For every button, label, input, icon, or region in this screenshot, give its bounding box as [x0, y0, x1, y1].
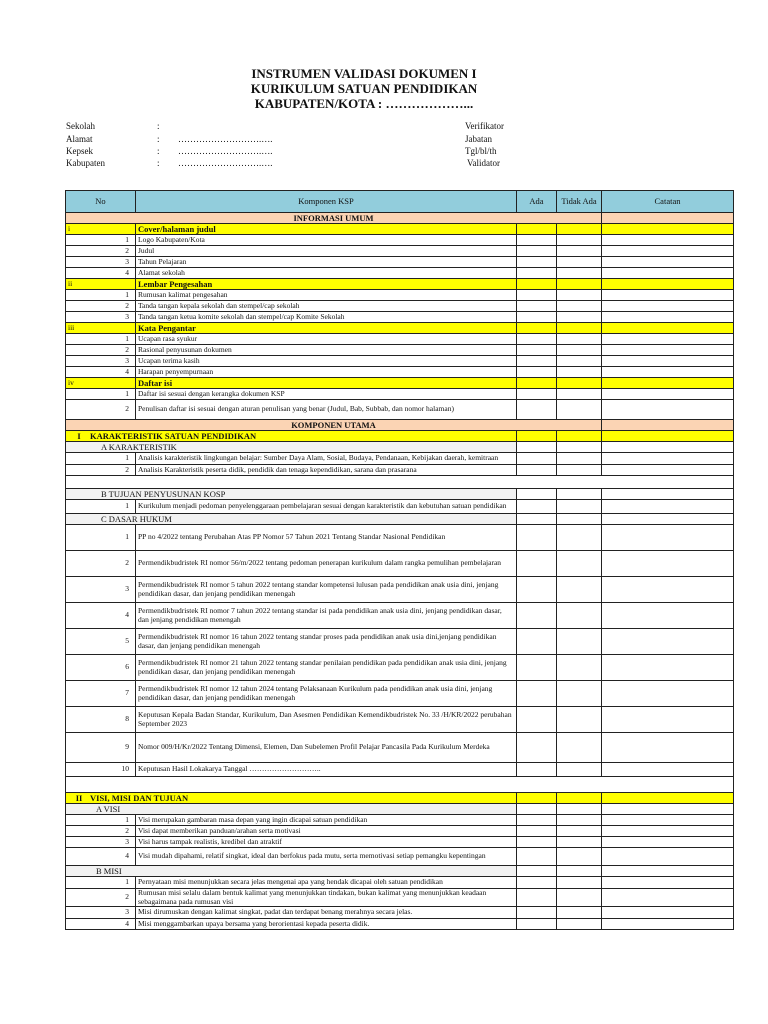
label-verifikator: Verifikator — [465, 121, 504, 131]
subsection-label: A KARAKTERISTIK — [66, 442, 517, 453]
label-kepsek: Kepsek — [66, 146, 93, 156]
catatan-cell[interactable] — [602, 848, 734, 866]
catatan-cell[interactable] — [602, 681, 734, 707]
item-text: Tahun Pelajaran — [136, 257, 517, 268]
ada-cell[interactable] — [517, 246, 557, 257]
list-item: 2 Visi dapat memberikan panduan/arahan serta motivasi — [66, 826, 734, 837]
catatan-cell[interactable] — [602, 577, 734, 603]
catatan-cell[interactable] — [602, 279, 734, 290]
tidak-ada-cell[interactable] — [557, 356, 602, 367]
item-text: Tanda tangan kepala sekolah dan stempel/cap sekolah — [136, 301, 517, 312]
catatan-cell[interactable] — [602, 378, 734, 389]
tidak-ada-cell[interactable] — [557, 268, 602, 279]
subsection-row — [66, 866, 734, 877]
catatan-cell[interactable] — [602, 312, 734, 323]
ada-cell[interactable] — [517, 224, 557, 235]
tidak-ada-cell[interactable] — [557, 224, 602, 235]
catatan-cell[interactable] — [602, 268, 734, 279]
tidak-ada-cell[interactable] — [557, 919, 602, 930]
ada-cell[interactable] — [517, 551, 557, 577]
tidak-ada-cell[interactable] — [557, 400, 602, 420]
list-item: 6 Permendikbudristek RI nomor 21 tahun 2022 tentang standar penilaian pendidikan pada pendidikan anak usia dini, jenjang pendidikan dasar, dan jenjang pendidikan menengah — [66, 655, 734, 681]
catatan-cell[interactable] — [602, 919, 734, 930]
item-text: Visi mudah dipahami, relatif singkat, ideal dan berfokus pada mutu, serta memotivasi setiap pemangku kepentingan — [136, 848, 517, 866]
ada-cell[interactable] — [517, 707, 557, 733]
tidak-ada-cell[interactable] — [557, 763, 602, 777]
tidak-ada-cell[interactable] — [557, 279, 602, 290]
catatan-cell[interactable] — [602, 257, 734, 268]
group-no: ii — [66, 279, 136, 290]
catatan-cell[interactable] — [602, 290, 734, 301]
list-item: 3 Ucapan terima kasih — [66, 356, 734, 367]
list-item: 2 Penulisan daftar isi sesuai dengan aturan penulisan yang benar (Judul, Bab, Subbab, dan nomor halaman) — [66, 400, 734, 420]
item-text: Permendikbudristek RI nomor 21 tahun 2022 tentang standar penilaian pendidikan pada pendidikan anak usia dini, jenjang pendidikan dasar, dan jenjang pendidikan menengah — [136, 655, 517, 681]
subsection-row — [66, 442, 734, 453]
item-text: Permendikbudristek RI nomor 5 tahun 2022 tentang standar kompetensi lulusan pada pendidikan anak usia dini, jenjang pendidikan dasar, dan jenjang pendidikan menengah — [136, 577, 517, 603]
catatan-cell[interactable] — [602, 389, 734, 400]
ada-cell[interactable] — [517, 268, 557, 279]
item-text: PP no 4/2022 tentang Perubahan Atas PP Nomor 57 Tahun 2021 Tentang Standar Nasional Pendidikan — [136, 525, 517, 551]
bab-row-II — [66, 793, 734, 804]
sep-kabupaten: : — [157, 158, 160, 168]
item-text: Pernyataan misi menunjukkan secara jelas mengenai apa yang hendak dicapai oleh satuan pendidikan — [136, 877, 517, 889]
ada-cell[interactable] — [517, 301, 557, 312]
ada-cell[interactable] — [517, 525, 557, 551]
ada-cell[interactable] — [517, 500, 557, 514]
list-item: 9 Nomor 009/H/Kr/2022 Tentang Dimensi, Elemen, Dan Subelemen Profil Pelajar Pancasila Pada Kurikulum Merdeka — [66, 733, 734, 763]
label-sekolah: Sekolah — [66, 121, 95, 131]
tidak-ada-cell[interactable] — [557, 577, 602, 603]
ada-cell[interactable] — [517, 577, 557, 603]
ada-cell[interactable] — [517, 257, 557, 268]
catatan-cell[interactable] — [602, 603, 734, 629]
doc-title-line-3: KABUPATEN/KOTA : ………………... — [254, 96, 474, 111]
item-text: Permendikbudristek RI nomor 56/m/2022 tentang pedoman penerapan kurikulum dalam rangka pemulihan pembelajaran — [136, 551, 517, 577]
ada-cell[interactable] — [517, 367, 557, 378]
tidak-ada-cell[interactable] — [557, 378, 602, 389]
ada-cell[interactable] — [517, 465, 557, 476]
list-item: 10 Keputusan Hasil Lokakarya Tanggal ……………………….. — [66, 763, 734, 777]
catatan-cell[interactable] — [602, 733, 734, 763]
list-item: 2 Tanda tangan kepala sekolah dan stempel/cap sekolah — [66, 301, 734, 312]
ada-cell[interactable] — [517, 603, 557, 629]
tidak-ada-cell[interactable] — [557, 246, 602, 257]
tidak-ada-cell[interactable] — [557, 681, 602, 707]
item-text: Logo Kabupaten/Kota — [136, 235, 517, 246]
item-text: Misi menggambarkan upaya bersama yang berorientasi kepada peserta didik. — [136, 919, 517, 930]
subsection-row — [66, 514, 734, 525]
catatan-cell[interactable] — [602, 323, 734, 334]
list-item: 4 Misi menggambarkan upaya bersama yang berorientasi kepada peserta didik. — [66, 919, 734, 930]
ada-cell[interactable] — [517, 655, 557, 681]
bab-label: KARAKTERISTIK SATUAN PENDIDIKAN — [90, 430, 257, 441]
catatan-cell[interactable] — [602, 551, 734, 577]
tidak-ada-cell[interactable] — [557, 525, 602, 551]
catatan-cell[interactable] — [602, 629, 734, 655]
item-text: Keputusan Kepala Badan Standar, Kurikulum, Dan Asesmen Pendidikan Kemendikbudristek No. 33 /H/KR/2022 perubahan September 2023 — [136, 707, 517, 733]
list-item: 2 Analisis Karakteristik peserta didik, pendidik dan tenaga kependidikan, sarana dan prasarana — [66, 465, 734, 476]
ada-cell[interactable] — [517, 733, 557, 763]
item-text: Ucapan terima kasih — [136, 356, 517, 367]
section-komponen-utama: KOMPONEN UTAMA — [66, 420, 602, 431]
tidak-ada-cell[interactable] — [557, 629, 602, 655]
tidak-ada-cell[interactable] — [557, 907, 602, 919]
item-text: Visi merupakan gambaran masa depan yang ingin dicapai satuan pendidikan — [136, 815, 517, 826]
group-label: Lembar Pengesahan — [136, 279, 517, 290]
item-text: Visi harus tampak realistis, kredibel dan atraktif — [136, 837, 517, 848]
ada-cell[interactable] — [517, 400, 557, 420]
tidak-ada-cell[interactable] — [557, 815, 602, 826]
ada-cell[interactable] — [517, 279, 557, 290]
list-item: 1 Daftar isi sesuai dengan kerangka dokumen KSP — [66, 389, 734, 400]
ada-cell[interactable] — [517, 453, 557, 465]
tidak-ada-cell[interactable] — [557, 301, 602, 312]
ada-cell[interactable] — [517, 431, 557, 442]
tidak-ada-cell[interactable] — [557, 826, 602, 837]
item-text: Harapan penyempurnaan — [136, 367, 517, 378]
tidak-ada-cell[interactable] — [557, 334, 602, 345]
value-kepsek[interactable]: ……………………….…. — [178, 146, 273, 156]
tidak-ada-cell[interactable] — [557, 707, 602, 733]
item-text: Permendikbudristek RI nomor 7 tahun 2022 tentang standar isi pada pendidikan anak usia dini, jenjang pendidikan dasar, dan jenjang pendidikan menengah — [136, 603, 517, 629]
group-row-ii — [66, 279, 734, 290]
catatan-cell[interactable] — [602, 246, 734, 257]
catatan-cell[interactable] — [602, 837, 734, 848]
catatan-cell[interactable] — [602, 453, 734, 465]
list-item: 3 Tanda tangan ketua komite sekolah dan stempel/cap Komite Sekolah — [66, 312, 734, 323]
section-informasi-umum: INFORMASI UMUM — [66, 213, 602, 224]
ada-cell[interactable] — [517, 837, 557, 848]
group-row-i — [66, 224, 734, 235]
tidak-ada-cell[interactable] — [557, 848, 602, 866]
list-item: 3 Misi dirumuskan dengan kalimat singkat, padat dan terdapat benang merahnya secara jelas. — [66, 907, 734, 919]
tidak-ada-cell[interactable] — [557, 793, 602, 804]
ada-cell[interactable] — [517, 378, 557, 389]
subsection-label: A VISI — [66, 804, 517, 815]
catatan-cell[interactable] — [602, 655, 734, 681]
list-item: 4 Harapan penyempurnaan — [66, 367, 734, 378]
ada-cell[interactable] — [517, 763, 557, 777]
tidak-ada-cell[interactable] — [557, 877, 602, 889]
item-text: Alamat sekolah — [136, 268, 517, 279]
subsection-label: B TUJUAN PENYUSUNAN KOSP — [66, 489, 517, 500]
list-item: 2 Permendikbudristek RI nomor 56/m/2022 tentang pedoman penerapan kurikulum dalam rangka pemulihan pembelajaran — [66, 551, 734, 577]
list-item: 1 Ucapan rasa syukur — [66, 334, 734, 345]
list-item: 2 Judul — [66, 246, 734, 257]
list-item: 7 Permendikbudristek RI nomor 12 tahun 2024 tentang Pelaksanaan Kurikulum pada pendidikan anak usia dini, jenjang pendidikan dasar, dan jenjang pendidikan menengah — [66, 681, 734, 707]
catatan-cell[interactable] — [602, 707, 734, 733]
group-row-iv — [66, 378, 734, 389]
item-text: Rumusan misi selalu dalam bentuk kalimat yang menunjukkan tindakan, bukan kalimat yang menunjukkan keadaan sebagaimana pada rumusan visi — [136, 889, 517, 907]
item-text: Ucapan rasa syukur — [136, 334, 517, 345]
subsection-label: B MISI — [66, 866, 517, 877]
bab-row-I — [66, 431, 734, 442]
sep-kepsek: : — [157, 146, 160, 156]
list-item: 8 Keputusan Kepala Badan Standar, Kurikulum, Dan Asesmen Pendidikan Kemendikbudristek No. 33 /H/KR/2022 perubahan September 2023 — [66, 707, 734, 733]
catatan-cell[interactable] — [602, 465, 734, 476]
catatan-cell[interactable] — [602, 431, 734, 442]
tidak-ada-cell[interactable] — [557, 345, 602, 356]
list-item: 1 Rumusan kalimat pengesahan — [66, 290, 734, 301]
sep-alamat: : — [157, 134, 160, 144]
tidak-ada-cell[interactable] — [557, 733, 602, 763]
catatan-cell[interactable] — [602, 224, 734, 235]
catatan-cell[interactable] — [602, 793, 734, 804]
tidak-ada-cell[interactable] — [557, 389, 602, 400]
group-label: Kata Pengantar — [136, 323, 517, 334]
bab-heading — [66, 431, 517, 442]
tidak-ada-cell[interactable] — [557, 603, 602, 629]
group-label: Cover/halaman judul — [136, 224, 517, 235]
tidak-ada-cell[interactable] — [557, 312, 602, 323]
item-text: Rasional penyusunan dokumen — [136, 345, 517, 356]
ada-cell[interactable] — [517, 815, 557, 826]
tidak-ada-cell[interactable] — [557, 290, 602, 301]
ada-cell[interactable] — [517, 848, 557, 866]
list-item: 4 Permendikbudristek RI nomor 7 tahun 2022 tentang standar isi pada pendidikan anak usia dini, jenjang pendidikan dasar, dan jenjang pendidikan menengah — [66, 603, 734, 629]
col-tidak-ada: Tidak Ada — [557, 191, 602, 213]
tidak-ada-cell[interactable] — [557, 837, 602, 848]
catatan-cell[interactable] — [602, 763, 734, 777]
catatan-cell[interactable] — [602, 907, 734, 919]
catatan-cell[interactable] — [602, 889, 734, 907]
item-text: Visi dapat memberikan panduan/arahan serta motivasi — [136, 826, 517, 837]
catatan-cell[interactable] — [602, 400, 734, 420]
catatan-cell[interactable] — [602, 345, 734, 356]
catatan-cell[interactable] — [602, 500, 734, 514]
item-text: Daftar isi sesuai dengan kerangka dokumen KSP — [136, 389, 517, 400]
ada-cell[interactable] — [517, 345, 557, 356]
item-text: Permendikbudristek RI nomor 16 tahun 2022 tentang standar proses pada pendidikan anak usia dini,jenjang pendidikan dasar, dan jenjang pendidikan menengah — [136, 629, 517, 655]
tidak-ada-cell[interactable] — [557, 500, 602, 514]
item-text: Analisis karakteristik lingkungan belajar: Sumber Daya Alam, Sosial, Budaya, Pendanaan, Kebijakan daerah, kemitraan — [136, 453, 517, 465]
col-no: No — [66, 191, 136, 213]
catatan-cell[interactable] — [602, 334, 734, 345]
list-item: 3 Permendikbudristek RI nomor 5 tahun 2022 tentang standar kompetensi lulusan pada pendidikan anak usia dini, jenjang pendidikan dasar, dan jenjang pendidikan menengah — [66, 577, 734, 603]
bab-heading — [66, 793, 517, 804]
ada-cell[interactable] — [517, 323, 557, 334]
list-item: 1 Visi merupakan gambaran masa depan yang ingin dicapai satuan pendidikan — [66, 815, 734, 826]
ada-cell[interactable] — [517, 826, 557, 837]
catatan-cell[interactable] — [602, 301, 734, 312]
item-text: Permendikbudristek RI nomor 12 tahun 2024 tentang Pelaksanaan Kurikulum pada pendidikan anak usia dini, jenjang pendidikan dasar, dan jenjang pendidikan menengah — [136, 681, 517, 707]
subsection-row — [66, 804, 734, 815]
item-text: Penulisan daftar isi sesuai dengan aturan penulisan yang benar (Judul, Bab, Subbab, dan nomor halaman) — [136, 400, 517, 420]
group-label: Daftar isi — [136, 378, 517, 389]
item-text: Judul — [136, 246, 517, 257]
label-alamat: Alamat — [66, 134, 93, 144]
item-text: Nomor 009/H/Kr/2022 Tentang Dimensi, Elemen, Dan Subelemen Profil Pelajar Pancasila Pada Kurikulum Merdeka — [136, 733, 517, 763]
group-row-iii — [66, 323, 734, 334]
bab-no: II — [75, 792, 83, 803]
catatan-cell[interactable] — [602, 235, 734, 246]
item-text: Analisis Karakteristik peserta didik, pendidik dan tenaga kependidikan, sarana dan prasarana — [136, 465, 517, 476]
catatan-cell[interactable] — [602, 826, 734, 837]
ada-cell[interactable] — [517, 356, 557, 367]
doc-title-line-2: KURIKULUM SATUAN PENDIDIKAN — [250, 81, 478, 96]
ada-cell[interactable] — [517, 907, 557, 919]
tidak-ada-cell[interactable] — [557, 889, 602, 907]
label-jabatan: Jabatan — [465, 134, 492, 144]
ada-cell[interactable] — [517, 389, 557, 400]
catatan-cell[interactable] — [602, 525, 734, 551]
value-kabupaten[interactable]: ……………………….…. — [178, 158, 273, 168]
tidak-ada-cell[interactable] — [557, 453, 602, 465]
ada-cell[interactable] — [517, 290, 557, 301]
list-item: 2 Rumusan misi selalu dalam bentuk kalimat yang menunjukkan tindakan, bukan kalimat yang menunjukkan keadaan sebagaimana pada rumusan visi — [66, 889, 734, 907]
tidak-ada-cell[interactable] — [557, 551, 602, 577]
list-item: 2 Rasional penyusunan dokumen — [66, 345, 734, 356]
doc-title-line-1: INSTRUMEN VALIDASI DOKUMEN I — [251, 66, 477, 81]
group-no: iii — [66, 323, 136, 334]
ada-cell[interactable] — [517, 889, 557, 907]
catatan-cell[interactable] — [602, 815, 734, 826]
catatan-cell[interactable] — [602, 877, 734, 889]
group-no: i — [66, 224, 136, 235]
bab-no: I — [77, 430, 81, 441]
item-text: Rumusan kalimat pengesahan — [136, 290, 517, 301]
label-tgl: Tgl/bl/th — [465, 146, 497, 156]
table-header-row — [66, 191, 734, 213]
label-validator: Validator — [467, 158, 500, 168]
col-catatan: Catatan — [602, 191, 734, 213]
tidak-ada-cell[interactable] — [557, 367, 602, 378]
list-item: 1 Pernyataan misi menunjukkan secara jelas mengenai apa yang hendak dicapai oleh satuan pendidikan — [66, 877, 734, 889]
list-item: 3 Visi harus tampak realistis, kredibel dan atraktif — [66, 837, 734, 848]
list-item: 1 PP no 4/2022 tentang Perubahan Atas PP Nomor 57 Tahun 2021 Tentang Standar Nasional Pendidikan — [66, 525, 734, 551]
sep-sekolah: : — [157, 121, 160, 131]
tidak-ada-cell[interactable] — [557, 323, 602, 334]
group-no: iv — [66, 378, 136, 389]
col-komponen: Komponen KSP — [136, 191, 517, 213]
ada-cell[interactable] — [517, 235, 557, 246]
tidak-ada-cell[interactable] — [557, 235, 602, 246]
list-item: 4 Visi mudah dipahami, relatif singkat, ideal dan berfokus pada mutu, serta memotivasi setiap pemangku kepentingan — [66, 848, 734, 866]
ada-cell[interactable] — [517, 334, 557, 345]
item-text: Tanda tangan ketua komite sekolah dan stempel/cap Komite Sekolah — [136, 312, 517, 323]
validation-table — [65, 190, 734, 930]
value-alamat[interactable]: ……………………….…. — [178, 134, 273, 144]
subsection-row — [66, 489, 734, 500]
col-ada: Ada — [517, 191, 557, 213]
item-text: Kurikulum menjadi pedoman penyelenggaraan pembelajaran sesuai dengan karakteristik dan kebutuhan satuan pendidikan — [136, 500, 517, 514]
subsection-label: C DASAR HUKUM — [66, 514, 517, 525]
list-item: 1 Logo Kabupaten/Kota — [66, 235, 734, 246]
ada-cell[interactable] — [517, 877, 557, 889]
tidak-ada-cell[interactable] — [557, 465, 602, 476]
item-text: Keputusan Hasil Lokakarya Tanggal ……………………….. — [136, 763, 517, 777]
list-item: 4 Alamat sekolah — [66, 268, 734, 279]
list-item: 1 Kurikulum menjadi pedoman penyelenggaraan pembelajaran sesuai dengan karakteristik dan kebutuhan satuan pendidikan — [66, 500, 734, 514]
list-item: 3 Tahun Pelajaran — [66, 257, 734, 268]
ada-cell[interactable] — [517, 681, 557, 707]
bab-label: VISI, MISI DAN TUJUAN — [90, 792, 189, 803]
list-item: 5 Permendikbudristek RI nomor 16 tahun 2022 tentang standar proses pada pendidikan anak usia dini,jenjang pendidikan dasar, dan jenjang pendidikan menengah — [66, 629, 734, 655]
ada-cell[interactable] — [517, 312, 557, 323]
ada-cell[interactable] — [517, 793, 557, 804]
list-item: 1 Analisis karakteristik lingkungan belajar: Sumber Daya Alam, Sosial, Budaya, Pendanaan, Kebijakan daerah, kemitraan — [66, 453, 734, 465]
catatan-cell[interactable] — [602, 356, 734, 367]
tidak-ada-cell[interactable] — [557, 431, 602, 442]
tidak-ada-cell[interactable] — [557, 257, 602, 268]
catatan-cell[interactable] — [602, 367, 734, 378]
ada-cell[interactable] — [517, 629, 557, 655]
item-text: Misi dirumuskan dengan kalimat singkat, padat dan terdapat benang merahnya secara jelas. — [136, 907, 517, 919]
tidak-ada-cell[interactable] — [557, 655, 602, 681]
label-kabupaten: Kabupaten — [66, 158, 105, 168]
ada-cell[interactable] — [517, 919, 557, 930]
